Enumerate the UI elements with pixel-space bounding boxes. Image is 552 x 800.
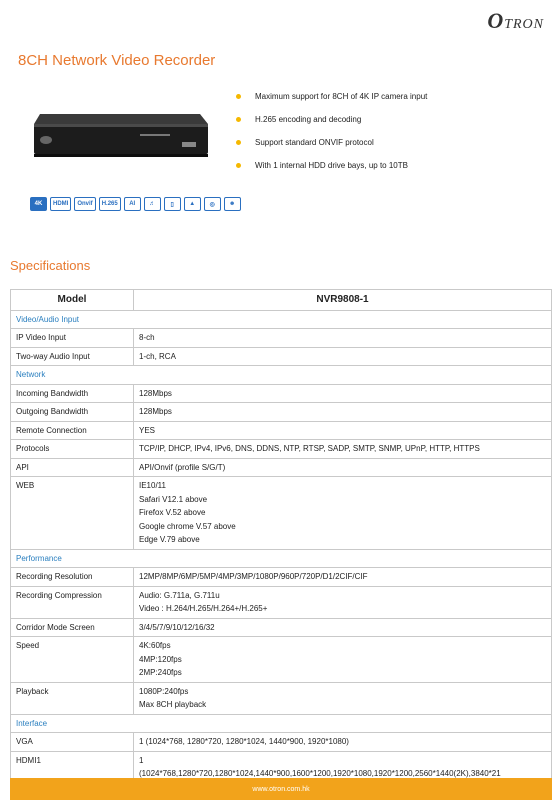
- footer-bar: [10, 778, 552, 800]
- spec-label: WEB: [11, 477, 134, 550]
- spec-label: HDMI1: [11, 751, 134, 797]
- spec-value: [134, 347, 552, 366]
- table-row: [11, 384, 552, 403]
- spec-label: Playback: [11, 682, 134, 714]
- nvr-device-image: [30, 108, 210, 160]
- spec-value-line: 2MP:240fps: [139, 668, 182, 677]
- bullet-icon: [236, 163, 241, 168]
- spec-value-line: 1 (1024*768, 1280*720, 1280*1024, 1440*900, 1920*1080): [139, 737, 349, 746]
- bullet-icon: [236, 94, 241, 99]
- section-row: [11, 310, 552, 329]
- spec-value: [134, 403, 552, 422]
- spec-value-line: 4MP:120fps: [139, 654, 182, 664]
- spec-label: Speed: [11, 637, 134, 683]
- table-row: [11, 403, 552, 422]
- page-title: 8CH Network Video Recorder: [18, 52, 216, 69]
- table-row: [11, 329, 552, 348]
- spec-value-line: API/Onvif (profile S/G/T): [139, 462, 226, 472]
- table-row: [11, 586, 552, 618]
- spec-value-line: 1080P:240fps: [139, 686, 189, 696]
- feature-item: Support standard ONVIF protocol: [236, 138, 427, 161]
- spec-value: [134, 733, 552, 752]
- spec-value-line: YES: [139, 425, 156, 435]
- feature-list: [236, 92, 427, 184]
- 4k-badge: 4K: [30, 197, 47, 211]
- spec-value: [134, 458, 552, 477]
- table-header-row: [11, 290, 552, 311]
- section-label: Performance: [11, 549, 552, 568]
- table-row: [11, 347, 552, 366]
- ai-badge: AI: [124, 197, 141, 211]
- table-row: [11, 477, 552, 550]
- table-row: [11, 637, 552, 683]
- spec-label: Recording Compression: [11, 586, 134, 618]
- spec-value-line: Video : H.264/H.265/H.264+/H.265+: [139, 604, 268, 613]
- spec-value-line: Audio: G.711a, G.711u: [139, 590, 220, 600]
- spec-value-line: Google chrome V.57 above: [139, 521, 236, 531]
- section-row: [11, 549, 552, 568]
- spec-value: [134, 682, 552, 714]
- onvif-badge: Onvif: [74, 197, 95, 211]
- spec-label: Remote Connection: [11, 421, 134, 440]
- spec-value-line: Edge V.79 above: [139, 535, 200, 544]
- mic-icon: ◎: [204, 197, 221, 211]
- otron-logo: OTRON: [487, 8, 544, 33]
- spec-value: [134, 440, 552, 459]
- spec-label: Incoming Bandwidth: [11, 384, 134, 403]
- spec-value-line: 128Mbps: [139, 407, 172, 416]
- table-row: [11, 618, 552, 637]
- table-row: [11, 440, 552, 459]
- face-icon: ☻: [224, 197, 241, 211]
- alarm-icon: ▲: [184, 197, 201, 211]
- spec-label: Recording Resolution: [11, 568, 134, 587]
- spec-value-line: (1024*768,1280*720,1280*1024,1440*900,1600*1200,1920*1080,1920*1200,2560*1440(2K),3840*21: [139, 769, 501, 778]
- spec-value: [134, 477, 552, 550]
- spec-value: [134, 637, 552, 683]
- spec-value-line: IE10/11: [139, 481, 166, 490]
- footer-url: www.otron.com.hk: [252, 785, 310, 793]
- spec-label: VGA: [11, 733, 134, 752]
- spec-value-line: TCP/IP, DHCP, IPv4, IPv6, DNS, DDNS, NTP, RTSP, SADP, SMTP, SNMP, UPnP, HTTP, HTTPS: [139, 444, 480, 453]
- audio-icon: ♬: [144, 197, 161, 211]
- spec-value: [134, 586, 552, 618]
- table-row: [11, 421, 552, 440]
- spec-value-line: 12MP/8MP/6MP/5MP/4MP/3MP/1080P/960P/720P/D1/2CIF/CIF: [139, 572, 368, 581]
- specifications-heading: Specifications: [10, 258, 91, 273]
- spec-label: Outgoing Bandwidth: [11, 403, 134, 422]
- spec-value-line: 4K:60fps: [139, 641, 171, 650]
- section-row: [11, 366, 552, 385]
- specifications-table: [10, 289, 552, 797]
- spec-label: Protocols: [11, 440, 134, 459]
- bullet-icon: [236, 117, 241, 122]
- spec-label: IP Video Input: [11, 329, 134, 348]
- spec-value-line: Firefox V.52 above: [139, 508, 206, 517]
- feature-item: Maximum support for 8CH of 4K IP camera input: [236, 92, 427, 115]
- spec-value-line: 1: [139, 755, 144, 765]
- h265-badge: H.265: [99, 197, 121, 211]
- hdmi-badge: HDMI: [50, 197, 71, 211]
- spec-value: [134, 421, 552, 440]
- feature-badges: [30, 197, 241, 211]
- spec-value-line: 8-ch: [139, 333, 155, 342]
- table-row: [11, 458, 552, 477]
- table-row: [11, 682, 552, 714]
- spec-value-line: 1-ch, RCA: [139, 351, 176, 361]
- phone-icon: ▯: [164, 197, 181, 211]
- spec-value-line: Safari V12.1 above: [139, 494, 208, 504]
- section-label: Network: [11, 366, 552, 385]
- table-row: [11, 733, 552, 752]
- spec-value: [134, 568, 552, 587]
- section-row: [11, 714, 552, 733]
- model-label: Model: [11, 290, 134, 311]
- spec-value: [134, 384, 552, 403]
- section-label: Video/Audio Input: [11, 310, 552, 329]
- model-value: NVR9808-1: [134, 290, 552, 311]
- bullet-icon: [236, 140, 241, 145]
- spec-label: Two-way Audio Input: [11, 347, 134, 366]
- spec-value-line: 128Mbps: [139, 388, 172, 398]
- spec-value-line: 3/4/5/7/9/10/12/16/32: [139, 622, 215, 632]
- spec-value-line: Max 8CH playback: [139, 700, 207, 709]
- feature-item: With 1 internal HDD drive bays, up to 10TB: [236, 161, 427, 184]
- spec-label: API: [11, 458, 134, 477]
- spec-value: [134, 329, 552, 348]
- feature-item: H.265 encoding and decoding: [236, 115, 427, 138]
- spec-label: Corridor Mode Screen: [11, 618, 134, 637]
- section-label: Interface: [11, 714, 552, 733]
- table-row: [11, 568, 552, 587]
- spec-value: [134, 618, 552, 637]
